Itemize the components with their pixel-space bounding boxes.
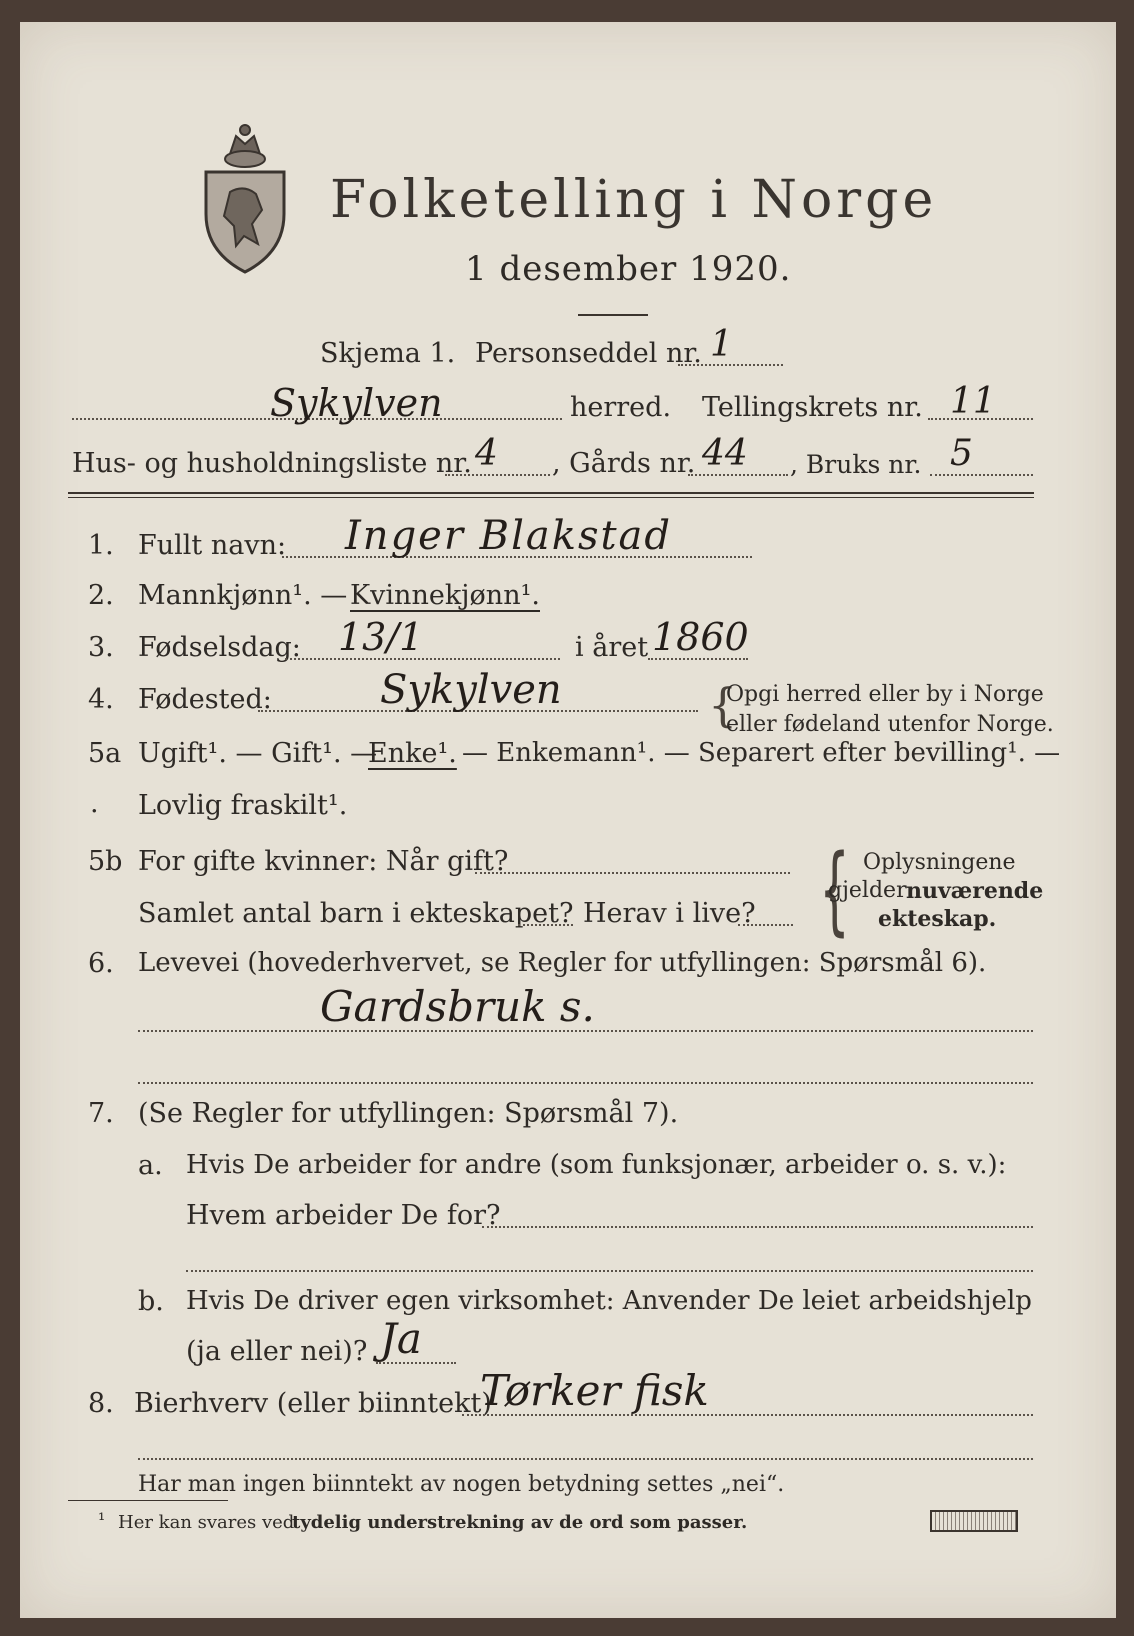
q5a-enke: Enke¹. xyxy=(368,738,457,769)
q5a-ugift-gift: Ugift¹. — Gift¹. — xyxy=(138,738,378,769)
herred-value: Sykylven xyxy=(270,381,443,425)
q5a-bullet: . xyxy=(90,788,99,819)
q6-label: Levevei (hovederhvervet, se Regler for utfyllingen: Spørsmål 6). xyxy=(138,948,987,978)
header-double-rule-bottom xyxy=(68,497,1034,498)
personseddel-value: 1 xyxy=(710,324,733,365)
gards-value: 44 xyxy=(702,433,748,474)
personseddel-label: Personseddel nr. xyxy=(475,338,702,369)
q5b-label: For gifte kvinner: Når gift? xyxy=(138,846,509,877)
bruks-value: 5 xyxy=(950,433,973,474)
q2-kvinnekjonn: Kvinnekjønn¹. xyxy=(350,580,540,611)
q1-value: Inger Blakstad xyxy=(345,513,673,559)
q6-value: Gardsbruk s. xyxy=(320,982,595,1031)
q7a-letter: a. xyxy=(138,1150,163,1181)
q7a-line-2 xyxy=(186,1270,1033,1272)
q5a-rest: — Enkemann¹. — Separert efter bevilling¹. — xyxy=(462,738,1061,768)
q7a-line-1 xyxy=(482,1226,1033,1228)
census-form-sheet xyxy=(20,22,1116,1618)
q7b-text: Hvis De driver egen virksomhet: Anvender De leiet arbeidshjelp xyxy=(186,1286,1032,1316)
schema-label: Skjema 1. xyxy=(320,338,456,369)
q8-label: Bierhverv (eller biinntekt) xyxy=(134,1388,492,1419)
footnote-mark: ¹ xyxy=(98,1510,106,1531)
q4-note-line1: Opgi herred eller by i Norge xyxy=(726,682,1044,707)
census-date: 1 desember 1920. xyxy=(465,249,792,289)
q7-label: (Se Regler for utfyllingen: Spørsmål 7). xyxy=(138,1098,679,1129)
q5b-note-line1: Oplysningene xyxy=(863,850,1016,875)
gards-line xyxy=(688,474,788,476)
q2-number: 2. xyxy=(88,580,114,611)
hus-label: Hus- og husholdningsliste nr. xyxy=(72,448,472,479)
q8-value: Tørker fisk xyxy=(480,1366,709,1415)
q7b-ja-nei-label: (ja eller nei)? xyxy=(186,1336,368,1367)
q5b-note-line2b: nuværende xyxy=(906,878,1044,904)
q7b-value: Ja xyxy=(380,1314,422,1363)
q3-year-label: i året xyxy=(575,632,649,663)
footer-note: Har man ingen biinntekt av nogen betydning settes „nei“. xyxy=(138,1472,785,1497)
q4-note-line2: eller fødeland utenfor Norge. xyxy=(726,712,1054,737)
q4-label: Fødested: xyxy=(138,684,272,715)
footnote-text-b: tydelig understrekning av de ord som passer. xyxy=(292,1512,748,1533)
gards-label: , Gårds nr. xyxy=(552,448,696,479)
q3-label: Fødselsdag: xyxy=(138,632,301,663)
q3-year-value: 1860 xyxy=(652,615,749,659)
q5b-note-line2a: gjelder xyxy=(828,878,907,903)
q1-label: Fullt navn: xyxy=(138,530,287,561)
header-double-rule-top xyxy=(68,492,1034,494)
herred-label: herred. xyxy=(570,392,672,423)
q8-line-2 xyxy=(138,1458,1033,1460)
q4-number: 4. xyxy=(88,684,114,715)
hus-line xyxy=(445,474,550,476)
form-title: Folketelling i Norge xyxy=(330,170,938,230)
printer-stamp-icon xyxy=(930,1510,1018,1532)
q3-value: 13/1 xyxy=(338,615,424,659)
footnote-rule xyxy=(68,1500,228,1501)
q7a-text: Hvis De arbeider for andre (som funksjonær, arbeider o. s. v.): xyxy=(186,1150,1007,1180)
q7a-hvem-label: Hvem arbeider De for? xyxy=(186,1200,501,1231)
q6-line-2 xyxy=(138,1082,1033,1084)
q6-number: 6. xyxy=(88,948,114,979)
footnote-text-a: Her kan svares ved xyxy=(118,1512,295,1533)
q5b-note-line3: ekteskap. xyxy=(878,906,997,932)
tellingskrets-label: Tellingskrets nr. xyxy=(702,392,923,423)
title-divider xyxy=(578,314,648,316)
q5b-herav-label: Herav i live? xyxy=(583,898,756,929)
q1-number: 1. xyxy=(88,530,114,561)
norwegian-lion-coat-of-arms-icon xyxy=(200,114,290,274)
q7-number: 7. xyxy=(88,1098,114,1129)
q5b-number: 5b xyxy=(88,846,123,877)
q4-value: Sykylven xyxy=(380,667,562,713)
q5b-barn-label: Samlet antal barn i ekteskapet? xyxy=(138,898,574,929)
q7b-letter: b. xyxy=(138,1286,164,1317)
q8-number: 8. xyxy=(88,1388,114,1419)
q5b-brace: { xyxy=(819,834,850,946)
bruks-label: , Bruks nr. xyxy=(790,450,922,479)
q5a-lovlig-fraskilt: Lovlig fraskilt¹. xyxy=(138,790,348,821)
q5b-herav-line xyxy=(738,924,793,926)
bruks-line xyxy=(930,474,1033,476)
hus-value: 4 xyxy=(475,433,498,474)
tellingskrets-value: 11 xyxy=(950,381,996,422)
q5b-line xyxy=(475,872,790,874)
q2-mannkjonn: Mannkjønn¹. — xyxy=(138,580,348,611)
q5b-barn-line xyxy=(518,924,573,926)
q5a-number: 5a xyxy=(88,738,122,769)
q4-brace: { xyxy=(708,678,738,732)
q3-number: 3. xyxy=(88,632,114,663)
